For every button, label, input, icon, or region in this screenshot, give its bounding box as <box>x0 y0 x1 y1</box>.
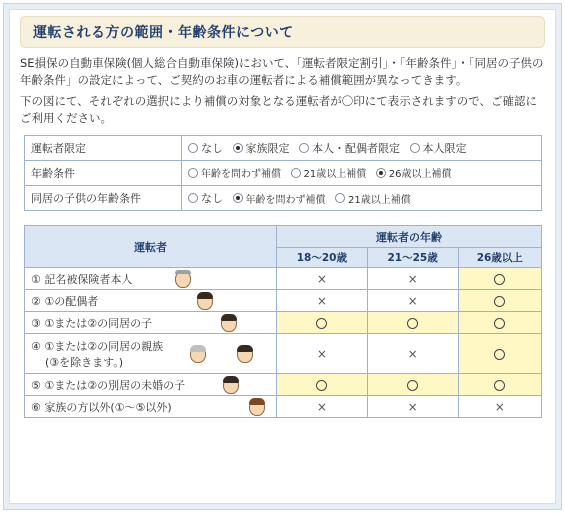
mark-cross: × <box>458 396 542 418</box>
bald-man-icon <box>175 270 191 288</box>
radio-driver-self-spouse[interactable]: 本人・配偶者限定 <box>299 140 400 156</box>
radio-age-26[interactable]: 26歳以上補償 <box>376 165 452 180</box>
radio-driver-self[interactable]: 本人限定 <box>410 140 467 156</box>
setting-label: 運転者限定 <box>25 136 182 161</box>
coverage-matrix <box>24 225 542 418</box>
driver-label: ③ ①または②の同居の子 <box>25 312 277 334</box>
setting-label: 同居の子供の年齢条件 <box>25 186 182 211</box>
radio-selected-icon[interactable] <box>376 168 386 178</box>
radio-age-21[interactable]: 21歳以上補償 <box>291 165 367 180</box>
mark-circle <box>277 312 368 334</box>
mark-cross: × <box>367 290 458 312</box>
setting-options <box>182 186 542 211</box>
content-panel <box>9 9 556 504</box>
driver-label: ① 記名被保険者本人 <box>25 268 277 290</box>
radio-selected-icon[interactable] <box>233 193 243 203</box>
mark-circle <box>367 312 458 334</box>
circle-icon <box>494 274 505 285</box>
settings-table <box>24 135 542 211</box>
table-row <box>25 374 542 396</box>
circle-icon <box>316 318 327 329</box>
driver-label: ② ①の配偶者 <box>25 290 277 312</box>
intro-paragraph-1: SE損保の自動車保険(個人総合自動車保険)において、「運転者限定割引」・「年齢条件」・「同居の子供の年齢条件」の設定によって、ご契約のお車の運転者による補償範囲が異なってきます。 <box>20 56 544 87</box>
mark-circle <box>277 374 368 396</box>
table-row <box>25 334 542 374</box>
age-group-header: 運転者の年齢 <box>277 226 542 248</box>
mark-cross: × <box>277 268 368 290</box>
driver-label: ④ ①または②の同居の親族 (③を除きます。) <box>25 334 277 374</box>
driver-label: ⑥ 家族の方以外(①〜⑤以外) <box>25 396 277 418</box>
radio-icon[interactable] <box>291 168 301 178</box>
table-row <box>25 290 542 312</box>
boy-icon <box>223 376 239 394</box>
setting-label: 年齢条件 <box>25 161 182 186</box>
table-row <box>25 396 542 418</box>
circle-icon <box>407 318 418 329</box>
mark-cross: × <box>277 334 368 374</box>
mark-circle <box>458 334 542 374</box>
driver-label: ⑤ ①または②の別居の未婚の子 <box>25 374 277 396</box>
mark-circle <box>458 374 542 396</box>
page-title: 運転される方の範囲・年齢条件について <box>20 16 545 48</box>
radio-icon[interactable] <box>335 193 345 203</box>
setting-options <box>182 136 542 161</box>
age-column-header: 21〜25歳 <box>367 248 458 268</box>
radio-icon[interactable] <box>188 143 198 153</box>
mark-cross: × <box>367 396 458 418</box>
mark-cross: × <box>367 268 458 290</box>
radio-child-none[interactable]: なし <box>188 190 223 206</box>
page-frame <box>3 3 562 510</box>
radio-selected-icon[interactable] <box>233 143 243 153</box>
child-icon <box>221 314 237 332</box>
mark-circle <box>458 290 542 312</box>
radio-icon[interactable] <box>410 143 420 153</box>
radio-icon[interactable] <box>299 143 309 153</box>
radio-icon[interactable] <box>188 193 198 203</box>
radio-child-21[interactable]: 21歳以上補償 <box>335 191 411 206</box>
setting-row-age <box>25 161 542 186</box>
driver-column-header: 運転者 <box>25 226 277 268</box>
mark-cross: × <box>367 334 458 374</box>
intro-paragraph-2: 下の図にて、それぞれの選択により補償の対象となる運転者が〇印にて表示されますので、ご確認にご利用ください。 <box>20 94 538 125</box>
mark-cross: × <box>277 290 368 312</box>
circle-icon <box>494 380 505 391</box>
circle-icon <box>407 380 418 391</box>
age-column-header: 18〜20歳 <box>277 248 368 268</box>
mark-cross: × <box>277 396 368 418</box>
circle-icon <box>316 380 327 391</box>
person-icon <box>249 398 265 416</box>
circle-icon <box>494 349 505 360</box>
radio-age-any[interactable]: 年齢を問わず補償 <box>188 165 281 180</box>
mark-circle <box>458 268 542 290</box>
table-row <box>25 312 542 334</box>
table-row <box>25 268 542 290</box>
circle-icon <box>494 318 505 329</box>
man-icon <box>237 345 253 363</box>
radio-driver-none[interactable]: なし <box>188 140 223 156</box>
woman-icon <box>197 292 213 310</box>
radio-icon[interactable] <box>188 168 198 178</box>
grandmother-icon <box>190 345 206 363</box>
circle-icon <box>494 296 505 307</box>
age-column-header: 26歳以上 <box>458 248 542 268</box>
setting-options <box>182 161 542 186</box>
radio-driver-family[interactable]: 家族限定 <box>233 140 290 156</box>
setting-row-child-age <box>25 186 542 211</box>
radio-child-any[interactable]: 年齢を問わず補償 <box>233 191 326 206</box>
setting-row-driver-limit <box>25 136 542 161</box>
mark-circle <box>458 312 542 334</box>
mark-circle <box>367 374 458 396</box>
